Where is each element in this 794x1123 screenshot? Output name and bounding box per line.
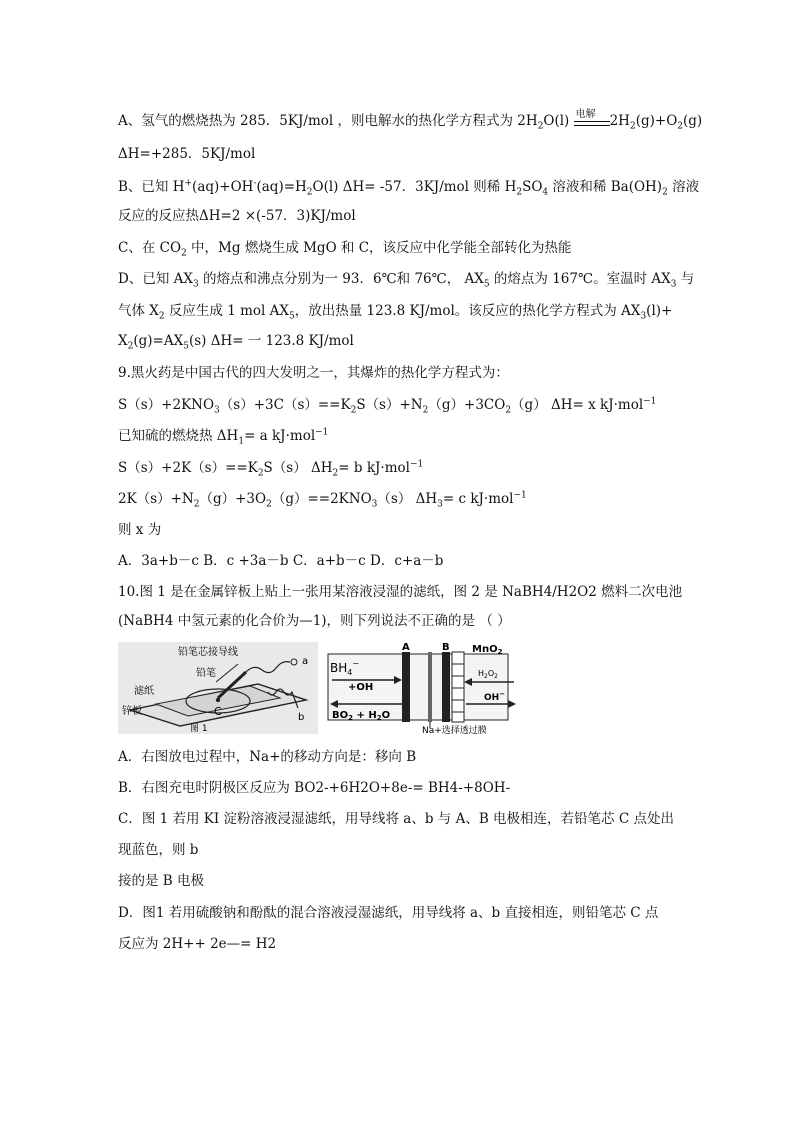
q8-option-a-line2	[118, 145, 255, 163]
q9-options	[118, 552, 443, 570]
sup: −1	[409, 459, 424, 470]
text: (g)	[683, 113, 703, 129]
q9-then	[118, 521, 161, 539]
fig1-a-label: a	[302, 656, 309, 667]
text: （g）+3O	[199, 491, 267, 507]
bh4: BH	[330, 661, 348, 675]
text: B、已知 H	[118, 179, 185, 195]
sub: 2	[516, 187, 523, 198]
oh: OH	[484, 693, 500, 703]
q9-known	[118, 427, 328, 445]
sub: 2	[505, 405, 512, 416]
text: （g） ΔH= x kJ·mol	[511, 397, 644, 413]
text: X	[118, 333, 128, 349]
sub: 1	[238, 436, 245, 447]
sup: -	[253, 178, 257, 189]
arrow-bars	[574, 121, 610, 126]
text: 中，Mg 燃烧生成 MgO 和 C，该反应中化学能全部转化为热能	[186, 240, 572, 256]
text: 气体 X	[118, 303, 159, 319]
sub: 2	[662, 187, 668, 198]
text: ，放出热量 123.8 KJ/mol。该反应的热化学方程式为 AX	[294, 303, 641, 319]
mno2: MnO	[472, 644, 498, 655]
sub: 2	[158, 311, 165, 322]
fig1-filter-label: 滤纸	[134, 686, 154, 697]
text: A．3a+b－c B．c +3a－b C．a+b－c D．c+a－b	[118, 553, 444, 569]
oh-sup: −	[499, 690, 506, 698]
fig2-bo2-label	[332, 710, 390, 722]
fig2-plus-oh: +OH	[348, 682, 374, 693]
text: 9.黑火药是中国古代的四大发明之一，其爆炸的热化学方程式为：	[118, 365, 509, 381]
text: S（s） ΔH	[263, 460, 333, 476]
electrolysis-arrow	[574, 108, 610, 129]
bo2-sub: 2	[348, 714, 353, 722]
sub: 4	[542, 187, 549, 198]
sub: 2	[306, 187, 313, 198]
bo2: BO	[332, 710, 349, 721]
point-c	[216, 698, 220, 702]
fig1-c-label: C	[214, 705, 222, 718]
sub: 3	[192, 279, 199, 290]
text: (aq)=H	[256, 179, 307, 195]
text: 溶液和稀 Ba(OH)	[548, 179, 663, 195]
h2o2-o: O	[487, 669, 495, 678]
q9-eq1	[118, 396, 656, 414]
text: 已知硫的燃烧热 ΔH	[118, 428, 239, 444]
bo2-tail: + H	[353, 710, 377, 721]
sub: 2	[181, 248, 187, 259]
sub: 3	[640, 311, 647, 322]
sub: 2	[193, 499, 200, 510]
figure-2	[318, 642, 518, 734]
sub: 5	[483, 279, 490, 290]
text: S（s）+2K（s）==K	[118, 460, 258, 476]
text: （s）+3C（s）==K	[219, 397, 351, 413]
q10-option-c-line3	[118, 872, 204, 890]
text: = b kJ·mol	[338, 460, 410, 476]
text: (s) ΔH= 一 123.8 KJ/mol	[188, 333, 354, 349]
q8-option-b-line2	[118, 207, 356, 225]
text: C、在 CO	[118, 240, 182, 256]
text: SO	[522, 179, 543, 195]
electrode-b	[442, 652, 450, 722]
text: 现蓝色，则 b	[118, 842, 199, 858]
fig1-b-label: b	[298, 712, 305, 723]
text: O(l)	[543, 113, 574, 129]
text: 溶液	[667, 179, 700, 195]
text: (NaBH4 中氢元素的化合价为—1)，则下列说法不正确的是 （ ）	[118, 613, 511, 629]
text: 接的是 B 电极	[118, 873, 205, 889]
q8-option-b-line1	[118, 178, 699, 196]
sub: 2	[350, 405, 357, 416]
h2o2-sub2: 2	[494, 673, 498, 680]
text: (g)+O	[635, 113, 678, 129]
electrode-a	[402, 652, 410, 722]
fig2-membrane-label: Na+选择透过膜	[422, 726, 487, 734]
sub: 5	[183, 341, 189, 352]
q10-figures	[118, 642, 518, 734]
sub: 3	[437, 499, 443, 510]
q10-option-c-line1	[118, 810, 674, 828]
fig1-zinc-label: 锌板	[122, 706, 142, 717]
text: S（s）+2KNO	[118, 397, 215, 413]
text: 反应为 2H++ 2e—= H2	[118, 936, 277, 952]
q9-eq2	[118, 459, 423, 477]
text: （g）+3CO	[428, 397, 506, 413]
sub: 5	[289, 311, 295, 322]
text: （g）==2KNO	[271, 491, 372, 507]
text: D、已知 AX	[118, 271, 193, 287]
text: 反应的反应热ΔH=2 ×(-57．3)KJ/mol	[118, 208, 356, 224]
q10-option-d-line2	[118, 935, 276, 953]
sub: 3	[371, 499, 378, 510]
text: S（s）+N	[356, 397, 423, 413]
sup: +	[184, 178, 193, 189]
q8-option-d-line2	[118, 302, 672, 320]
text: = c kJ·mol	[442, 491, 514, 507]
sub: 2	[422, 405, 429, 416]
bo2-h2-sub: 2	[376, 714, 382, 722]
q9-title	[118, 364, 509, 382]
fig1-caption: 图 1	[190, 724, 208, 734]
q9-eq3	[118, 490, 527, 508]
h2o2-h: H	[478, 669, 485, 678]
q8-option-d-line1	[118, 270, 694, 288]
sub: 2	[332, 468, 339, 479]
sup: −1	[315, 427, 329, 438]
text: 与	[676, 271, 695, 287]
sup: −1	[643, 396, 657, 407]
sub: 2	[537, 121, 544, 132]
text: 的熔点为 167℃。室温时 AX	[489, 271, 671, 287]
q10-option-d-line1	[118, 904, 658, 922]
text: 反应生成 1 mol AX	[164, 303, 290, 319]
q8-option-c	[118, 239, 572, 257]
text: 2K（s）+N	[118, 491, 194, 507]
figure-1	[118, 642, 318, 734]
sub: 2	[257, 468, 264, 479]
mno2-sub: 2	[497, 648, 503, 656]
membrane	[428, 652, 432, 722]
text: O(l) ΔH= -57．3KJ/mol 则稀 H	[312, 179, 517, 195]
text: A、氢气的燃烧热为 285．5KJ/mol ，则电解水的热化学方程式为 2H	[118, 113, 538, 129]
text: (l)+	[646, 303, 673, 319]
text: C．图 1 若用 KI 淀粉溶液浸湿滤纸，用导线将 a、b 与 A、B 电极相连，若铅笔芯 C 点处出	[118, 811, 674, 827]
sub: 3	[670, 279, 677, 290]
fig2-electrode-a-label: A	[402, 642, 410, 653]
h2o2-sub1: 2	[484, 673, 488, 680]
bo2-end: O	[381, 710, 391, 721]
text: 的熔点和沸点分别为一 93．6℃和 76℃， AX	[198, 271, 484, 287]
text: (aq)+OH	[192, 179, 254, 195]
fig2-electrode-b-label: B	[442, 642, 450, 653]
q8-option-d-line3	[118, 332, 354, 350]
text: D．图1 若用硫酸钠和酚酞的混合溶液浸湿滤纸，用导线将 a、b 直接相连，则铅笔芯 C 点	[118, 905, 659, 921]
arrow-label: 电解	[575, 108, 596, 120]
text: = a kJ·mol	[244, 428, 316, 444]
q10-option-c-line2	[118, 841, 198, 859]
text: A．右图放电过程中，Na+的移动方向是：移向 B	[118, 749, 417, 765]
text: 2H	[609, 113, 630, 129]
q10-option-b	[118, 779, 510, 797]
bh4-sup: −	[352, 659, 360, 668]
sub: 2	[266, 499, 272, 510]
q10-option-a	[118, 748, 416, 766]
text: 则 x 为	[118, 522, 162, 538]
q10-line2	[118, 612, 511, 630]
sup: −1	[513, 490, 527, 501]
text: （s） ΔH	[377, 491, 438, 507]
fig1-pencil-label: 铅笔	[196, 668, 216, 679]
text: B．右图充电时阴极区反应为 BO2-+6H2O+8e-= BH4-+8OH-	[118, 780, 511, 796]
text: ΔH=+285．5KJ/mol	[118, 146, 256, 162]
sub: 2	[677, 121, 683, 132]
sub: 3	[214, 405, 220, 416]
sub: 2	[629, 121, 636, 132]
q8-option-a-line1	[118, 108, 703, 132]
q10-line1	[118, 583, 682, 601]
text: (g)=AX	[133, 333, 184, 349]
sub: 2	[127, 341, 134, 352]
text: 10.图 1 是在金属锌板上贴上一张用某溶液浸湿的滤纸，图 2 是 NaBH4/H2O2 燃料二次电池	[118, 584, 683, 600]
bh4-sub: 4	[347, 668, 353, 677]
fig1-top-label: 铅笔芯接导线	[178, 647, 238, 658]
